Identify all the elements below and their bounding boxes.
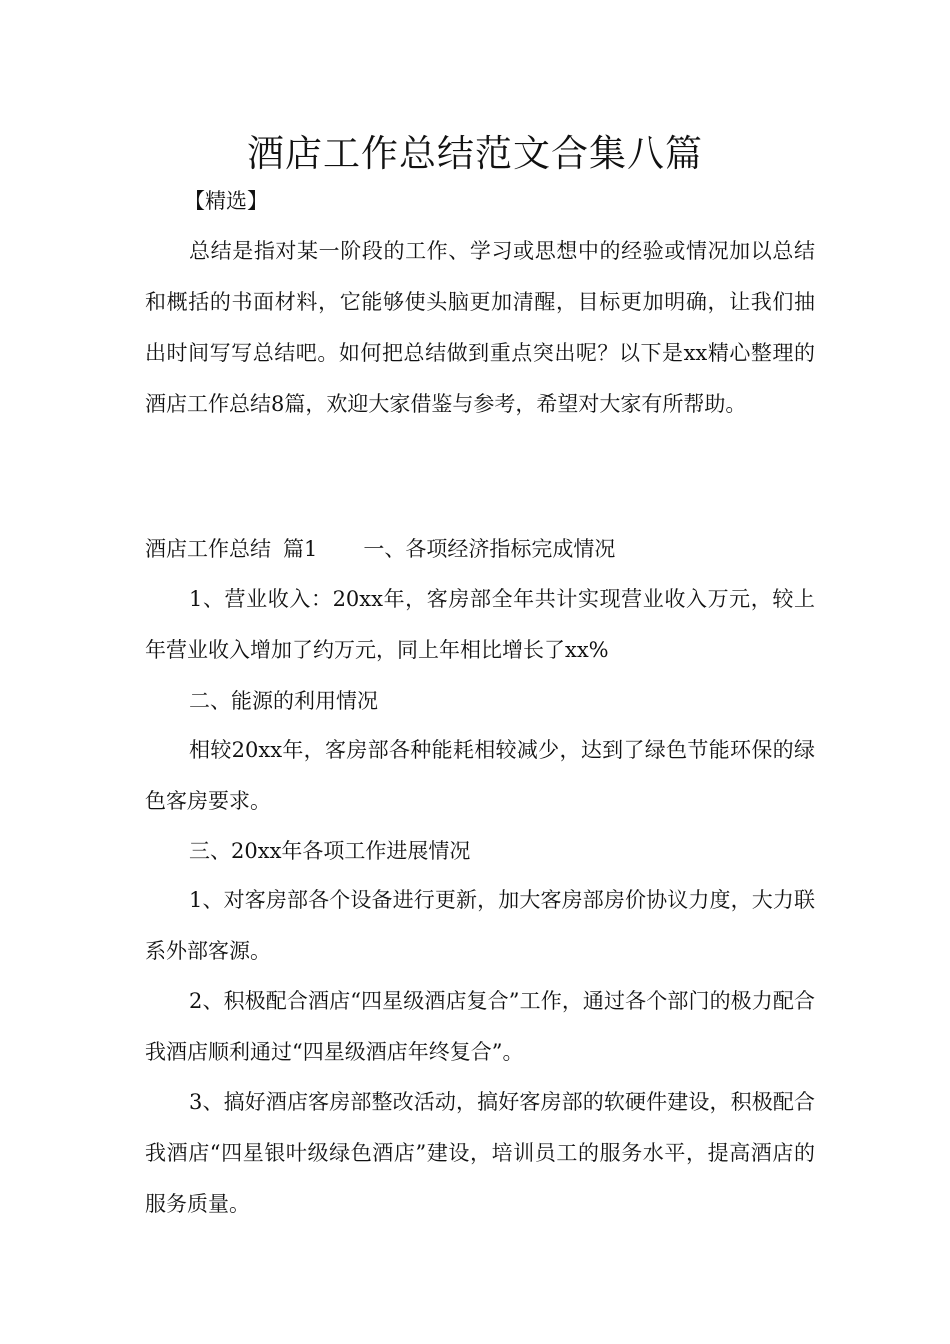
heading-progress: 三、20xx年各项工作进展情况 — [189, 839, 471, 863]
paragraph-progress-3: 3、搞好酒店客房部整改活动，搞好客房部的软硬件建设，积极配合我酒店“四星银叶级绿色酒店”建设，培训员工的服务水平，提高酒店的服务质量。 — [145, 1090, 815, 1216]
paragraph-progress-1: 1、对客房部各个设备进行更新，加大客房部房价协议力度，大力联系外部客源。 — [145, 888, 815, 963]
intro-paragraph: 总结是指对某一阶段的工作、学习或思想中的经验或情况加以总结和概括的书面材料，它能够使头脑更加清醒，目标更加明确，让我们抽出时间写写总结吧。如何把总结做到重点突出呢？以下是xx精心整理的酒店工作总结8篇，欢迎大家借鉴与参考，希望对大家有所帮助。 — [145, 239, 815, 416]
paragraph-energy: 相较20xx年，客房部各种能耗相较减少，达到了绿色节能环保的绿色客房要求。 — [145, 738, 815, 813]
featured-tag: 【精选】 — [184, 189, 268, 213]
section-number: 篇1 — [283, 537, 318, 561]
document-title: 酒店工作总结范文合集八篇 — [247, 132, 703, 175]
paragraph-progress-2: 2、积极配合酒店“四星级酒店复合”工作，通过各个部门的极力配合我酒店顺利通过“四星级酒店年终复合”。 — [145, 989, 815, 1064]
section-header-line — [145, 532, 615, 566]
section-heading: 一、各项经济指标完成情况 — [363, 537, 616, 561]
heading-energy: 二、能源的利用情况 — [189, 689, 378, 713]
paragraph-revenue: 1、营业收入：20xx年，客房部全年共计实现营业收入万元，较上年营业收入增加了约万元，同上年相比增长了xx% — [145, 587, 815, 662]
section-title: 酒店工作总结 — [145, 537, 271, 561]
